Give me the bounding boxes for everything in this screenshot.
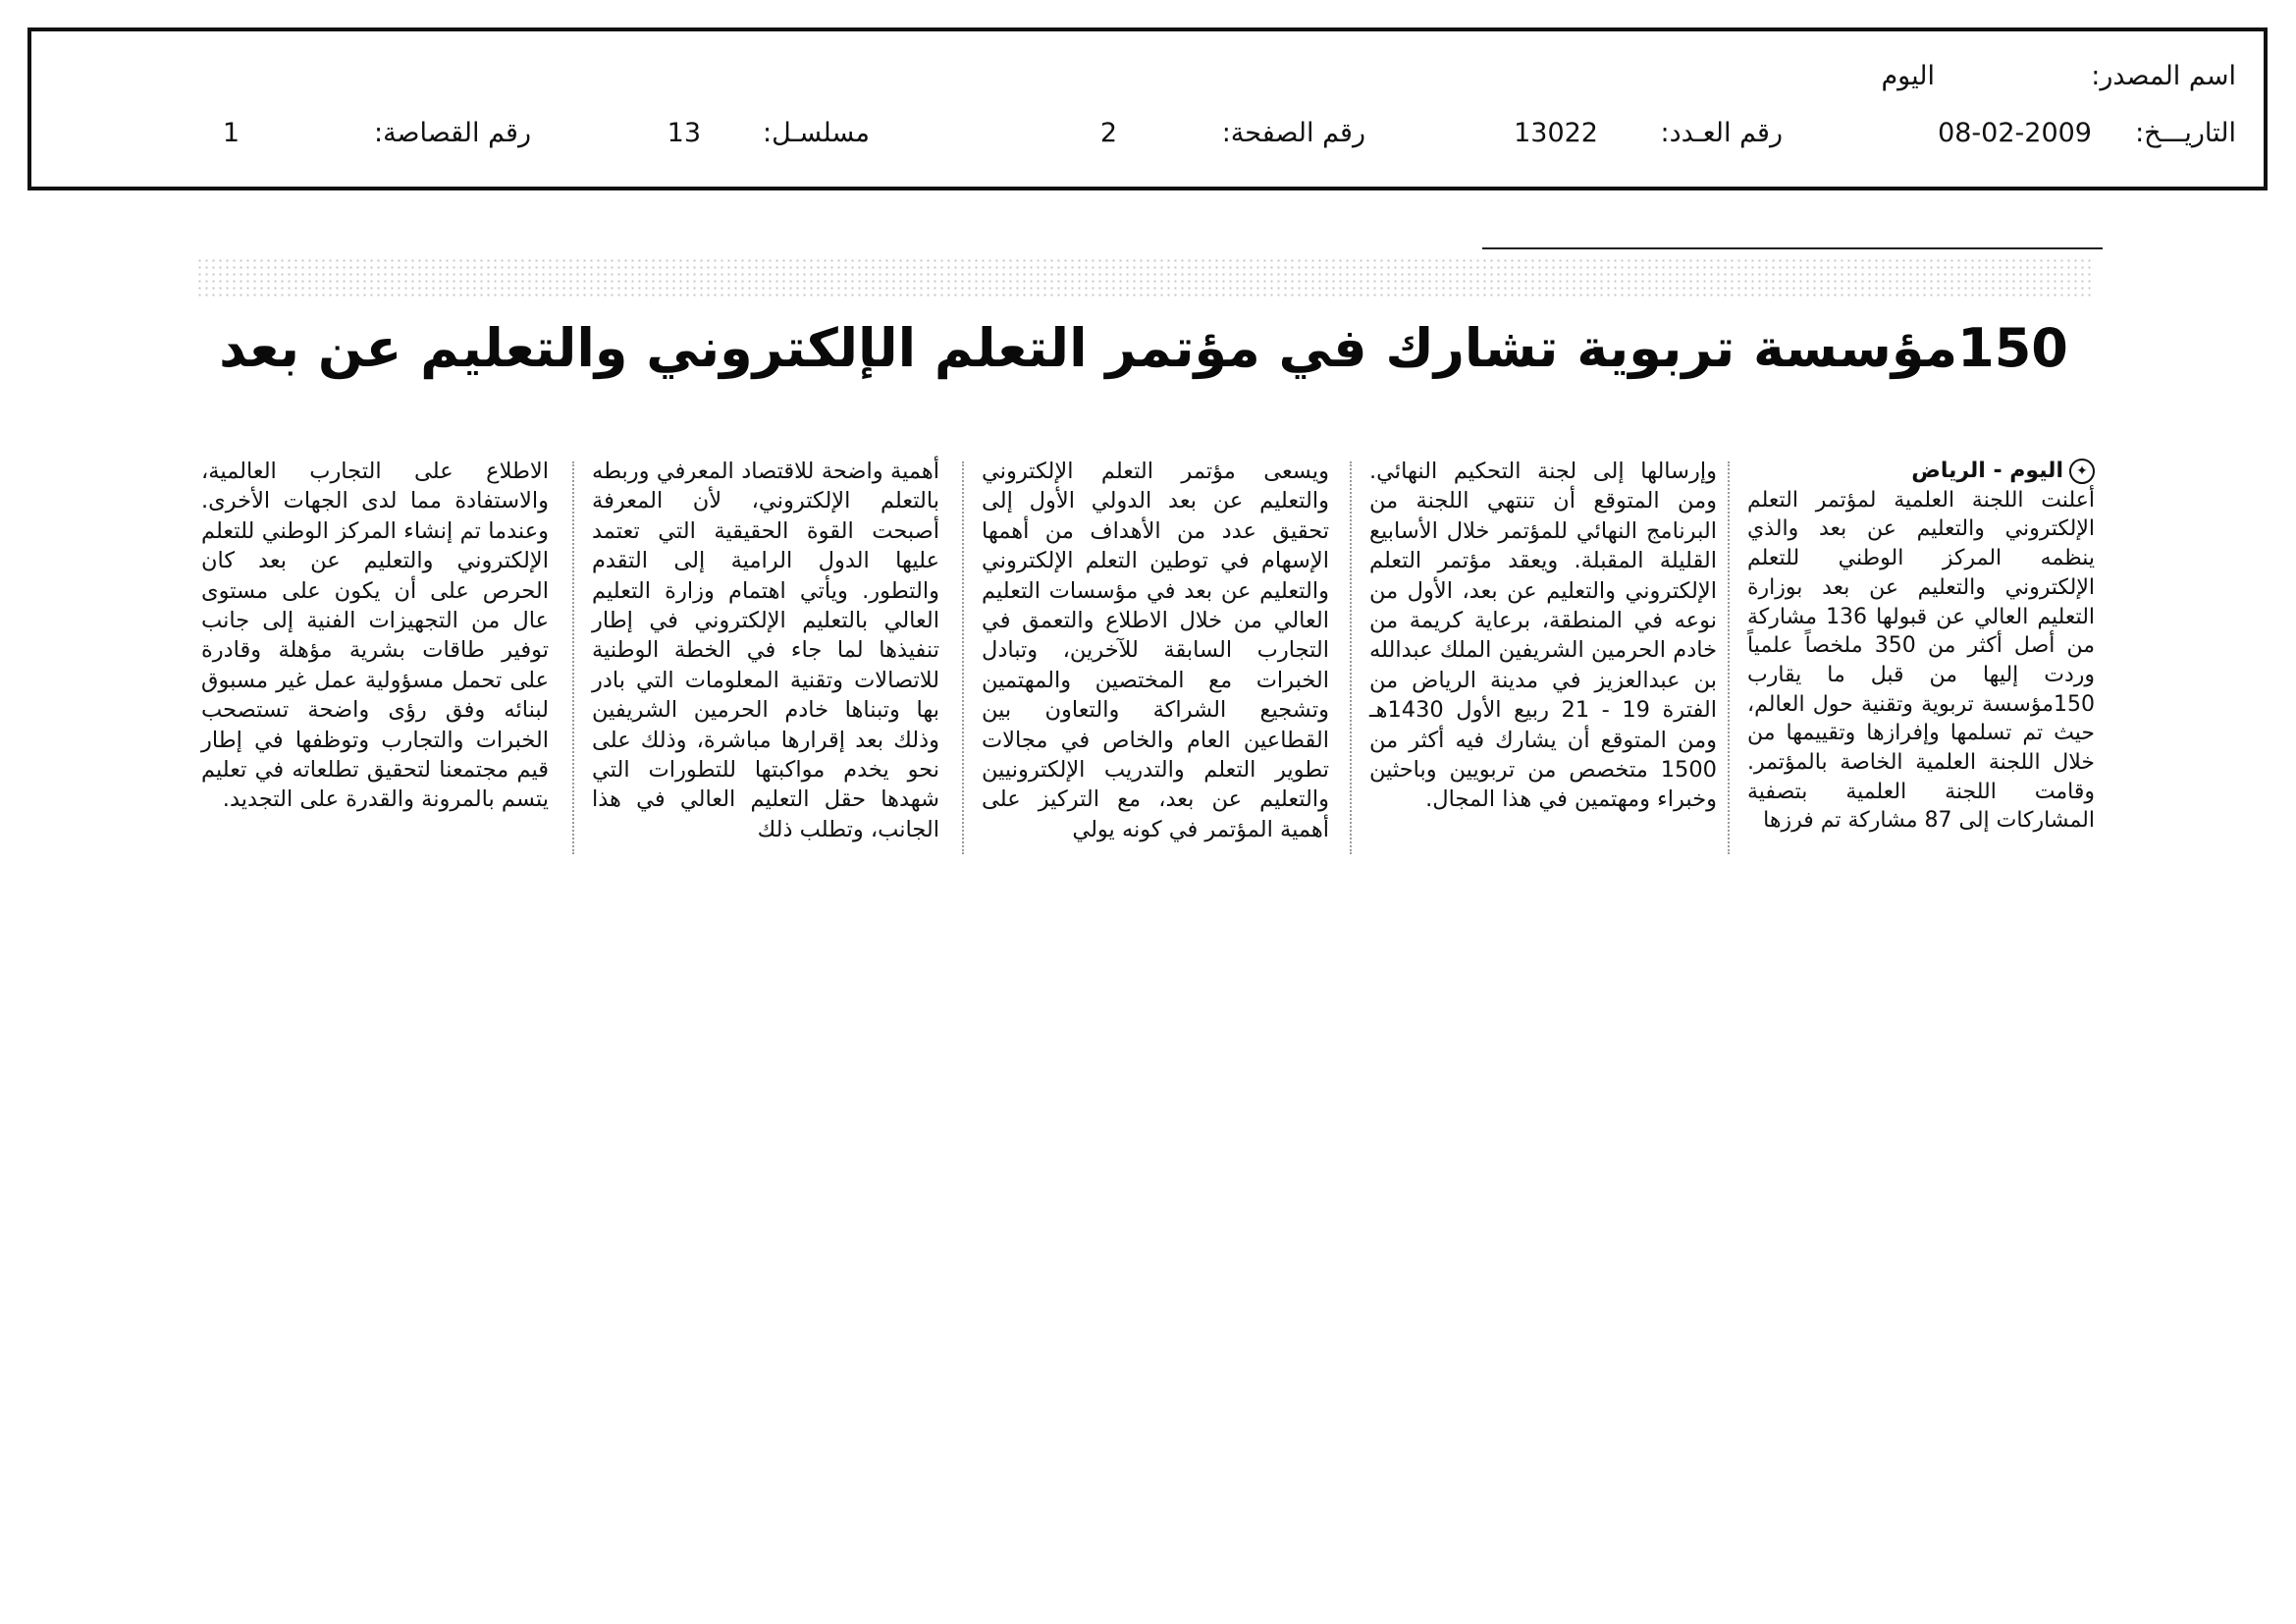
source-label: اسم المصدر: bbox=[2091, 61, 2236, 91]
date-value: 08-02-2009 bbox=[1938, 118, 2092, 148]
source-value: اليوم bbox=[1881, 61, 1935, 91]
clip-value: 1 bbox=[222, 118, 240, 148]
dateline: ✦اليوم - الرياض bbox=[1911, 459, 2095, 483]
column-separator bbox=[1350, 461, 1352, 854]
article-column-2 bbox=[1369, 457, 1717, 869]
column-1-text: أعلنت اللجنة العلمية لمؤتمر التعلم الإلكتروني والتعليم عن بعد والذي ينظمه المركز الوطني للتعلم الإلكتروني والتعليم عن بعد بوزارة التعليم العالي عن قبولها 136 مشاركة من أصل أكثر من 350 ملخصاً علمياً وردت إليها من قبل ما يقارب 150مؤسسة تربوية وتقنية حول العالم، حيث تم تسلمها وإفرازها وتقييمها من خلال اللجنة العلمية الخاصة بالمؤتمر. وقامت اللجنة العلمية بتصفية المشاركات إلى 87 مشاركة تم فرزها bbox=[1747, 487, 2096, 834]
column-5-text: الاطلاع على التجارب العالمية، والاستفادة مما لدى الجهات الأخرى. وعندما تم إنشاء المركز الوطني للتعلم الإلكتروني والتعليم عن بعد كان الحرص على أن يكون على مستوى عال من التجهيزات الفنية إلى جانب توفير طاقات بشرية مؤهلة وقادرة على تحمل مسؤولية عمل غير مسبوق لبنائه وفق رؤى واضحة تستصحب الخبرات والتجارب وتوظفها في إطار قيم مجتمعنا لتحقيق تطلعاته في تعليم يتسم بالمرونة والقدرة على التجديد. bbox=[201, 459, 549, 813]
column-4-text: أهمية واضحة للاقتصاد المعرفي وربطه بالتعلم الإلكتروني، لأن المعرفة أصبحت القوة الحقيقية التي تعتمد عليها الدول الرامية إلى التقدم والتطور. ويأتي اهتمام وزارة التعليم العالي بالتعليم الإلكتروني في إطار تنفيذها لما جاء في الخطة الوطنية للاتصالات وتقنية المعلومات التي بادر بها وتبناها خادم الحرمين الشريفين وذلك بعد إقرارها مباشرة، وذلك على نحو يخدم مواكبتها للتطورات التي شهدها حقل التعليم العالي في هذا الجانب، وتطلب ذلك bbox=[592, 459, 939, 842]
article-column-3 bbox=[982, 457, 1329, 869]
page-value: 2 bbox=[1099, 118, 1117, 148]
article-column-5 bbox=[201, 457, 549, 869]
column-separator bbox=[1728, 461, 1730, 854]
serial-value: 13 bbox=[667, 118, 701, 148]
clipping-info-box bbox=[27, 27, 2268, 190]
column-separator bbox=[572, 461, 574, 854]
column-3-text: ويسعى مؤتمر التعلم الإلكتروني والتعليم عن بعد الدولي الأول إلى تحقيق عدد من الأهداف من أهمها الإسهام في توطين التعلم الإلكتروني والتعليم عن بعد في مؤسسات التعليم العالي من خلال الاطلاع والتعمق في التجارب السابقة للآخرين، وتبادل الخبرات مع المختصين والمهتمين وتشجيع الشراكة والتعاون بين القطاعين العام والخاص في مجالات تطوير التعلم والتدريب الإلكترونيين والتعليم عن بعد، مع التركيز على أهمية المؤتمر في كونه يولي bbox=[982, 459, 1329, 842]
column-separator bbox=[962, 461, 964, 854]
article-headline: 150مؤسسة تربوية تشارك في مؤتمر التعلم الإلكتروني والتعليم عن بعد bbox=[219, 317, 2068, 379]
newspaper-logo-icon: ✦ bbox=[2069, 459, 2095, 484]
issue-label: رقم العـدد: bbox=[1660, 118, 1783, 148]
meta-row-details bbox=[31, 118, 2264, 157]
column-2-text: وإرسالها إلى لجنة التحكيم النهائي. ومن المتوقع أن تنتهي اللجنة من البرنامج النهائي للمؤتمر خلال الأسابيع القليلة المقبلة. ويعقد مؤتمر التعلم الإلكتروني والتعليم عن بعد، الأول من نوعه في المنطقة، برعاية كريمة من خادم الحرمين الشريفين الملك عبدالله بن عبدالعزيز في مدينة الرياض من الفترة 19 - 21 ربيع الأول 1430هـ ومن المتوقع أن يشارك فيه أكثر من 1500 متخصص من تربويين وباحثين وخبراء ومهتمين في هذا المجال. bbox=[1369, 459, 1717, 813]
top-rule bbox=[1482, 247, 2103, 249]
date-label: التاريـــخ: bbox=[2135, 118, 2236, 148]
article-column-4 bbox=[592, 457, 939, 869]
page-label: رقم الصفحة: bbox=[1221, 118, 1365, 148]
clip-label: رقم القصاصة: bbox=[373, 118, 531, 148]
serial-label: مسلسـل: bbox=[762, 118, 870, 148]
article-column-1 bbox=[1747, 457, 2095, 869]
meta-row-source bbox=[31, 61, 2264, 100]
issue-value: 13022 bbox=[1514, 118, 1598, 148]
